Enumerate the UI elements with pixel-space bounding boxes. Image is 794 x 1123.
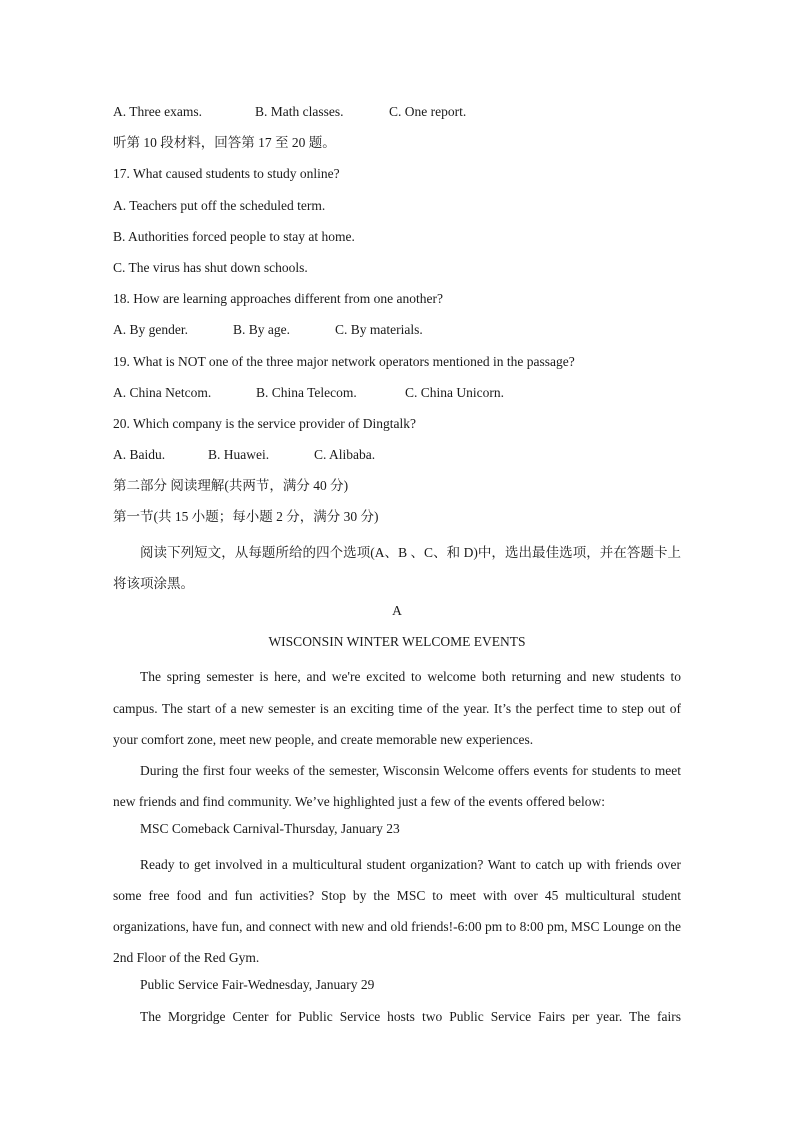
exam-page bbox=[113, 100, 681, 1036]
q18-stem: 18. How are learning approaches different from one another? bbox=[113, 291, 443, 307]
passage-letter: A bbox=[392, 603, 402, 619]
q20-stem: 20. Which company is the service provider of Dingtalk? bbox=[113, 415, 417, 431]
q19-option-a: A. China Netcom. bbox=[113, 384, 212, 400]
q20-option-b: B. Huawei. bbox=[208, 447, 270, 463]
q19-stem: 19. What is NOT one of the three major network operators mentioned in the passage? bbox=[113, 353, 575, 369]
q16-option-a: A. Three exams. bbox=[113, 104, 202, 119]
q18-option-c: C. By materials. bbox=[335, 322, 423, 338]
q17-option-c: C. The virus has shut down schools. bbox=[113, 259, 308, 275]
q19-option-c: C. China Unicorn. bbox=[405, 384, 504, 400]
q17-option-a: A. Teachers put off the scheduled term. bbox=[113, 197, 326, 213]
listening-section-intro: 听第 10 段材料，回答第 17 至 20 题。 bbox=[113, 135, 336, 151]
q17-stem: 17. What caused students to study online? bbox=[113, 166, 340, 182]
reading-instructions: 阅读下列短文，从每题所给的四个选项(A、B 、C、和 D)中，选出最佳选项，并在答题卡上将该项涂黑。 bbox=[113, 544, 681, 591]
paragraph-4: The Morgridge Center for Public Service hosts two Public Service Fairs per year. The fairs bbox=[140, 1008, 681, 1024]
passage-title: WISCONSIN WINTER WELCOME EVENTS bbox=[268, 634, 526, 650]
event1-heading: MSC Comeback Carnival-Thursday, January 23 bbox=[140, 821, 400, 837]
q18-option-a: A. By gender. bbox=[113, 322, 188, 338]
q20-option-a: A. Baidu. bbox=[113, 447, 166, 463]
section1-title: 第一节(共 15 小题；每小题 2 分，满分 30 分) bbox=[113, 509, 379, 525]
q18-option-b: B. By age. bbox=[233, 322, 290, 338]
part2-title: 第二部分 阅读理解(共两节，满分 40 分) bbox=[113, 478, 349, 494]
q19-options bbox=[113, 381, 681, 412]
q16-option-b: B. Math classes. bbox=[255, 104, 344, 119]
q20-options bbox=[113, 443, 681, 474]
q16-options bbox=[113, 100, 681, 131]
q20-option-c: C. Alibaba. bbox=[314, 447, 376, 463]
q19-option-b: B. China Telecom. bbox=[256, 384, 357, 400]
paragraph-3: Ready to get involved in a multicultural student organization? Want to catch up with friends over some free food and fun activities? Stop by the MSC to meet with over 45 multicultural student organizations, have fun, and connect with new and old friends!-6:00 pm to 8:00 pm, MSC Lounge on the 2nd Floor of the Red Gym. bbox=[113, 856, 681, 966]
event2-heading: Public Service Fair-Wednesday, January 29 bbox=[140, 977, 375, 993]
q17-option-b: B. Authorities forced people to stay at home. bbox=[113, 228, 355, 244]
paragraph-2: During the first four weeks of the semester, Wisconsin Welcome offers events for students to meet new friends and find community. We’ve highlighted just a few of the events offered below: bbox=[113, 763, 681, 810]
q18-options bbox=[113, 318, 681, 349]
paragraph-1: The spring semester is here, and we're excited to welcome both returning and new students to campus. The start of a new semester is an exciting time of the year. It’s the perfect time to step out of your comfort zone, meet new people, and create memorable new experiences. bbox=[113, 669, 681, 747]
q16-option-c: C. One report. bbox=[389, 104, 467, 119]
